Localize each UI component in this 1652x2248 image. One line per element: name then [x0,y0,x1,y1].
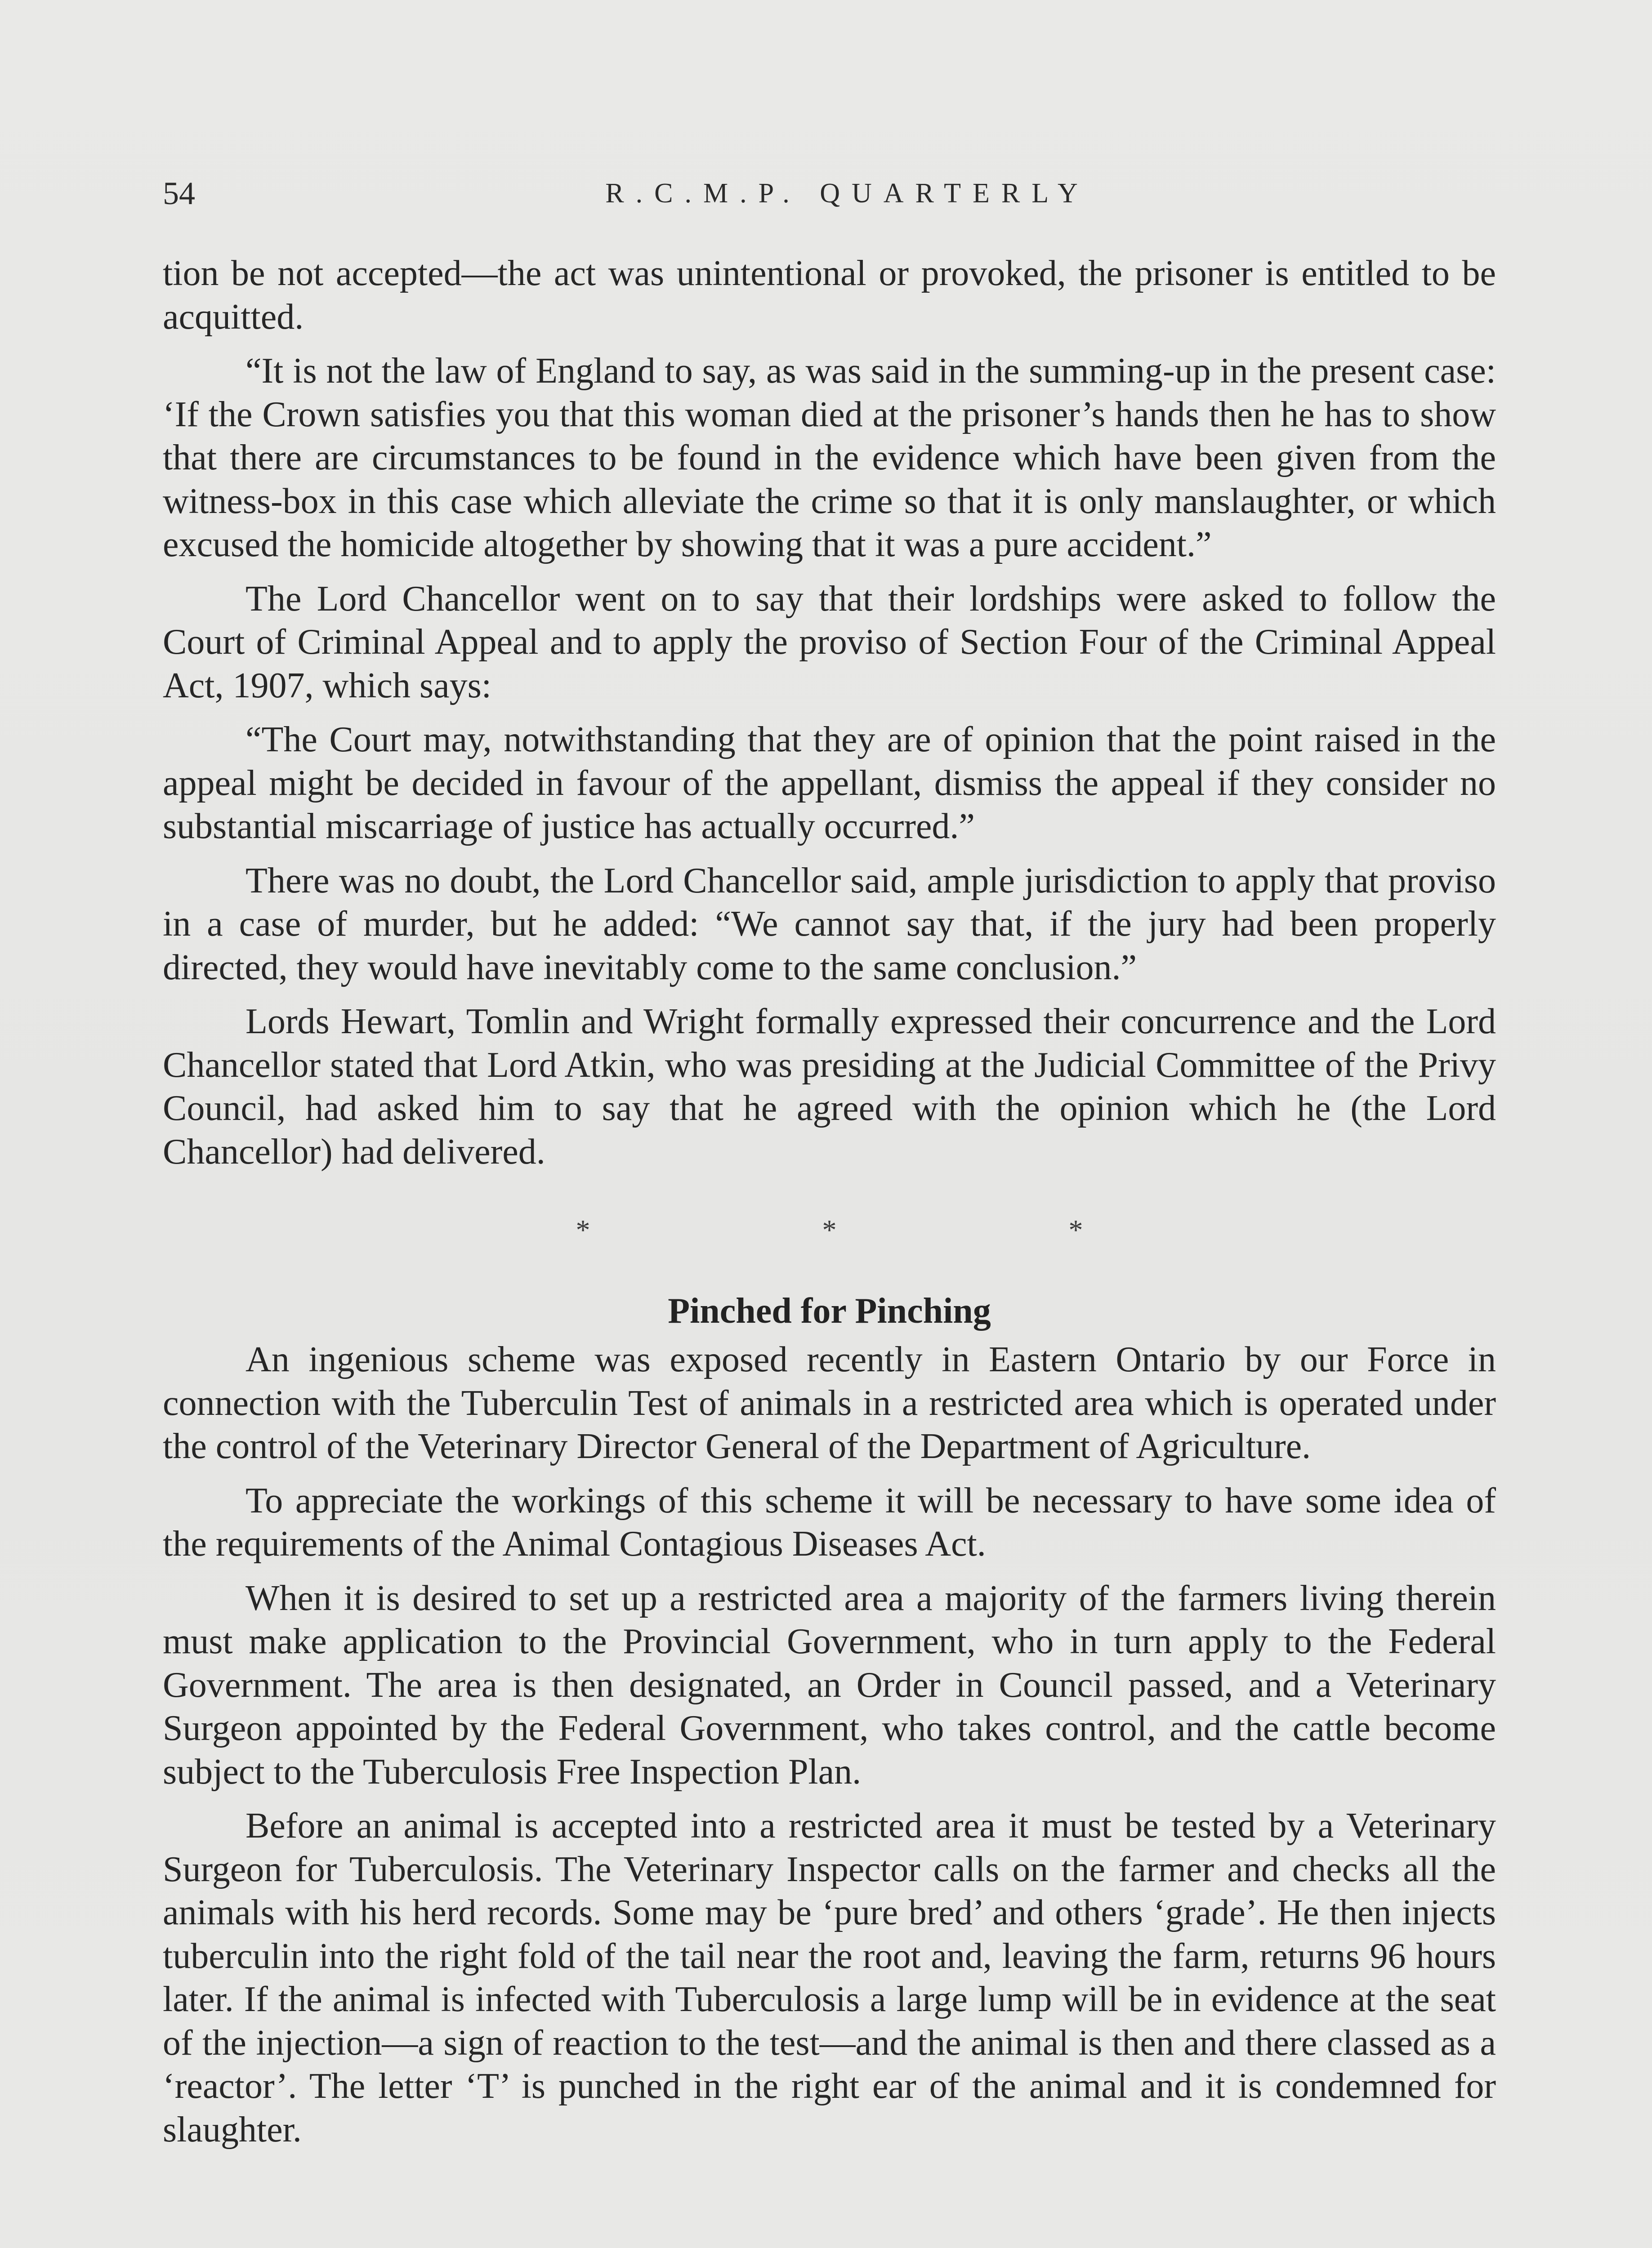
paragraph: When it is desired to set up a restricted area a majority of the farmers living therein must make application to the Provincial Government, who in turn apply to the Federal Government. The area is then designated, an Order in Council passed, and a Veterinary Surgeon appointed by the Federal Government, who takes control, and the cattle become subject to the Tuberculosis Free Inspection Plan. [163,1578,1496,1792]
paragraph: An ingenious scheme was exposed recently in Eastern Ontario by our Force in connection with the Tuberculin Test of animals in a restricted area which is operated under the control of the Veterinary Director General of the Department of Agriculture. [163,1340,1496,1466]
paragraph: Before an animal is accepted into a restricted area it must be tested by a Veterinary Surgeon for Tuberculosis. The Veterinary Inspector calls on the farmer and checks all the animals with his herd records. Some may be ‘pure bred’ and others ‘grade’. He then injects tuberculin into the right fold of the tail near the root and, leaving the farm, returns 96 hours later. If the animal is infected with Tuberculosis a large lump will be in evidence at the seat of the injection—a sign of reaction to the test—and the animal is then and there classed as a ‘reactor’. The letter ‘T’ is punched in the right ear of the animal and it is condemned for slaughter. [163,1806,1496,2150]
paragraph: “The Court may, notwithstanding that they are of opinion that the point raised in the appeal might be decided in favour of the appellant, dismiss the appeal if they consider no substantial miscarriage of justice has actually occurred.” [163,720,1496,846]
paragraph: tion be not accepted—the act was unintentional or provoked, the prisoner is entitled to be acquitted. [163,254,1496,337]
article-body [163,252,1496,2162]
paragraph: Lords Hewart, Tomlin and Wright formally expressed their concurrence and the Lord Chancellor stated that Lord Atkin, who was presiding at the Judicial Committee of the Privy Council, had asked him to say that he agreed with the opinion which he (the Lord Chancellor) had delivered. [163,1002,1496,1172]
paragraph: To appreciate the workings of this scheme it will be necessary to have some idea of the requirements of the Animal Contagious Diseases Act. [163,1481,1496,1564]
running-head: R.C.M.P. QUARTERLY [605,178,1089,209]
page-header [163,173,1496,214]
section-separator: * * * [576,1214,1196,1246]
paragraph: There was no doubt, the Lord Chancellor said, ample jurisdiction to apply that proviso in a case of murder, but he added: “We cannot say that, if the jury had been properly directed, they would have inevitably come to the same conclusion.” [163,861,1496,987]
paragraph: The Lord Chancellor went on to say that their lordships were asked to follow the Court of Criminal Appeal and to apply the proviso of Section Four of the Criminal Appeal Act, 1907, which says: [163,579,1496,705]
section-title: Pinched for Pinching [668,1291,991,1331]
paragraph: “It is not the law of England to say, as was said in the summing-up in the present case: ‘If the Crown satisfies you that this woman died at the prisoner’s hands then he has to show that there are circumstances to be found in the evidence which have been given from the witness-box in this case which alleviate the crime so that it is only manslaughter, or which excused the homicide altogether by showing that it was a pure accident.” [163,351,1496,564]
page-number: 54 [163,175,195,211]
